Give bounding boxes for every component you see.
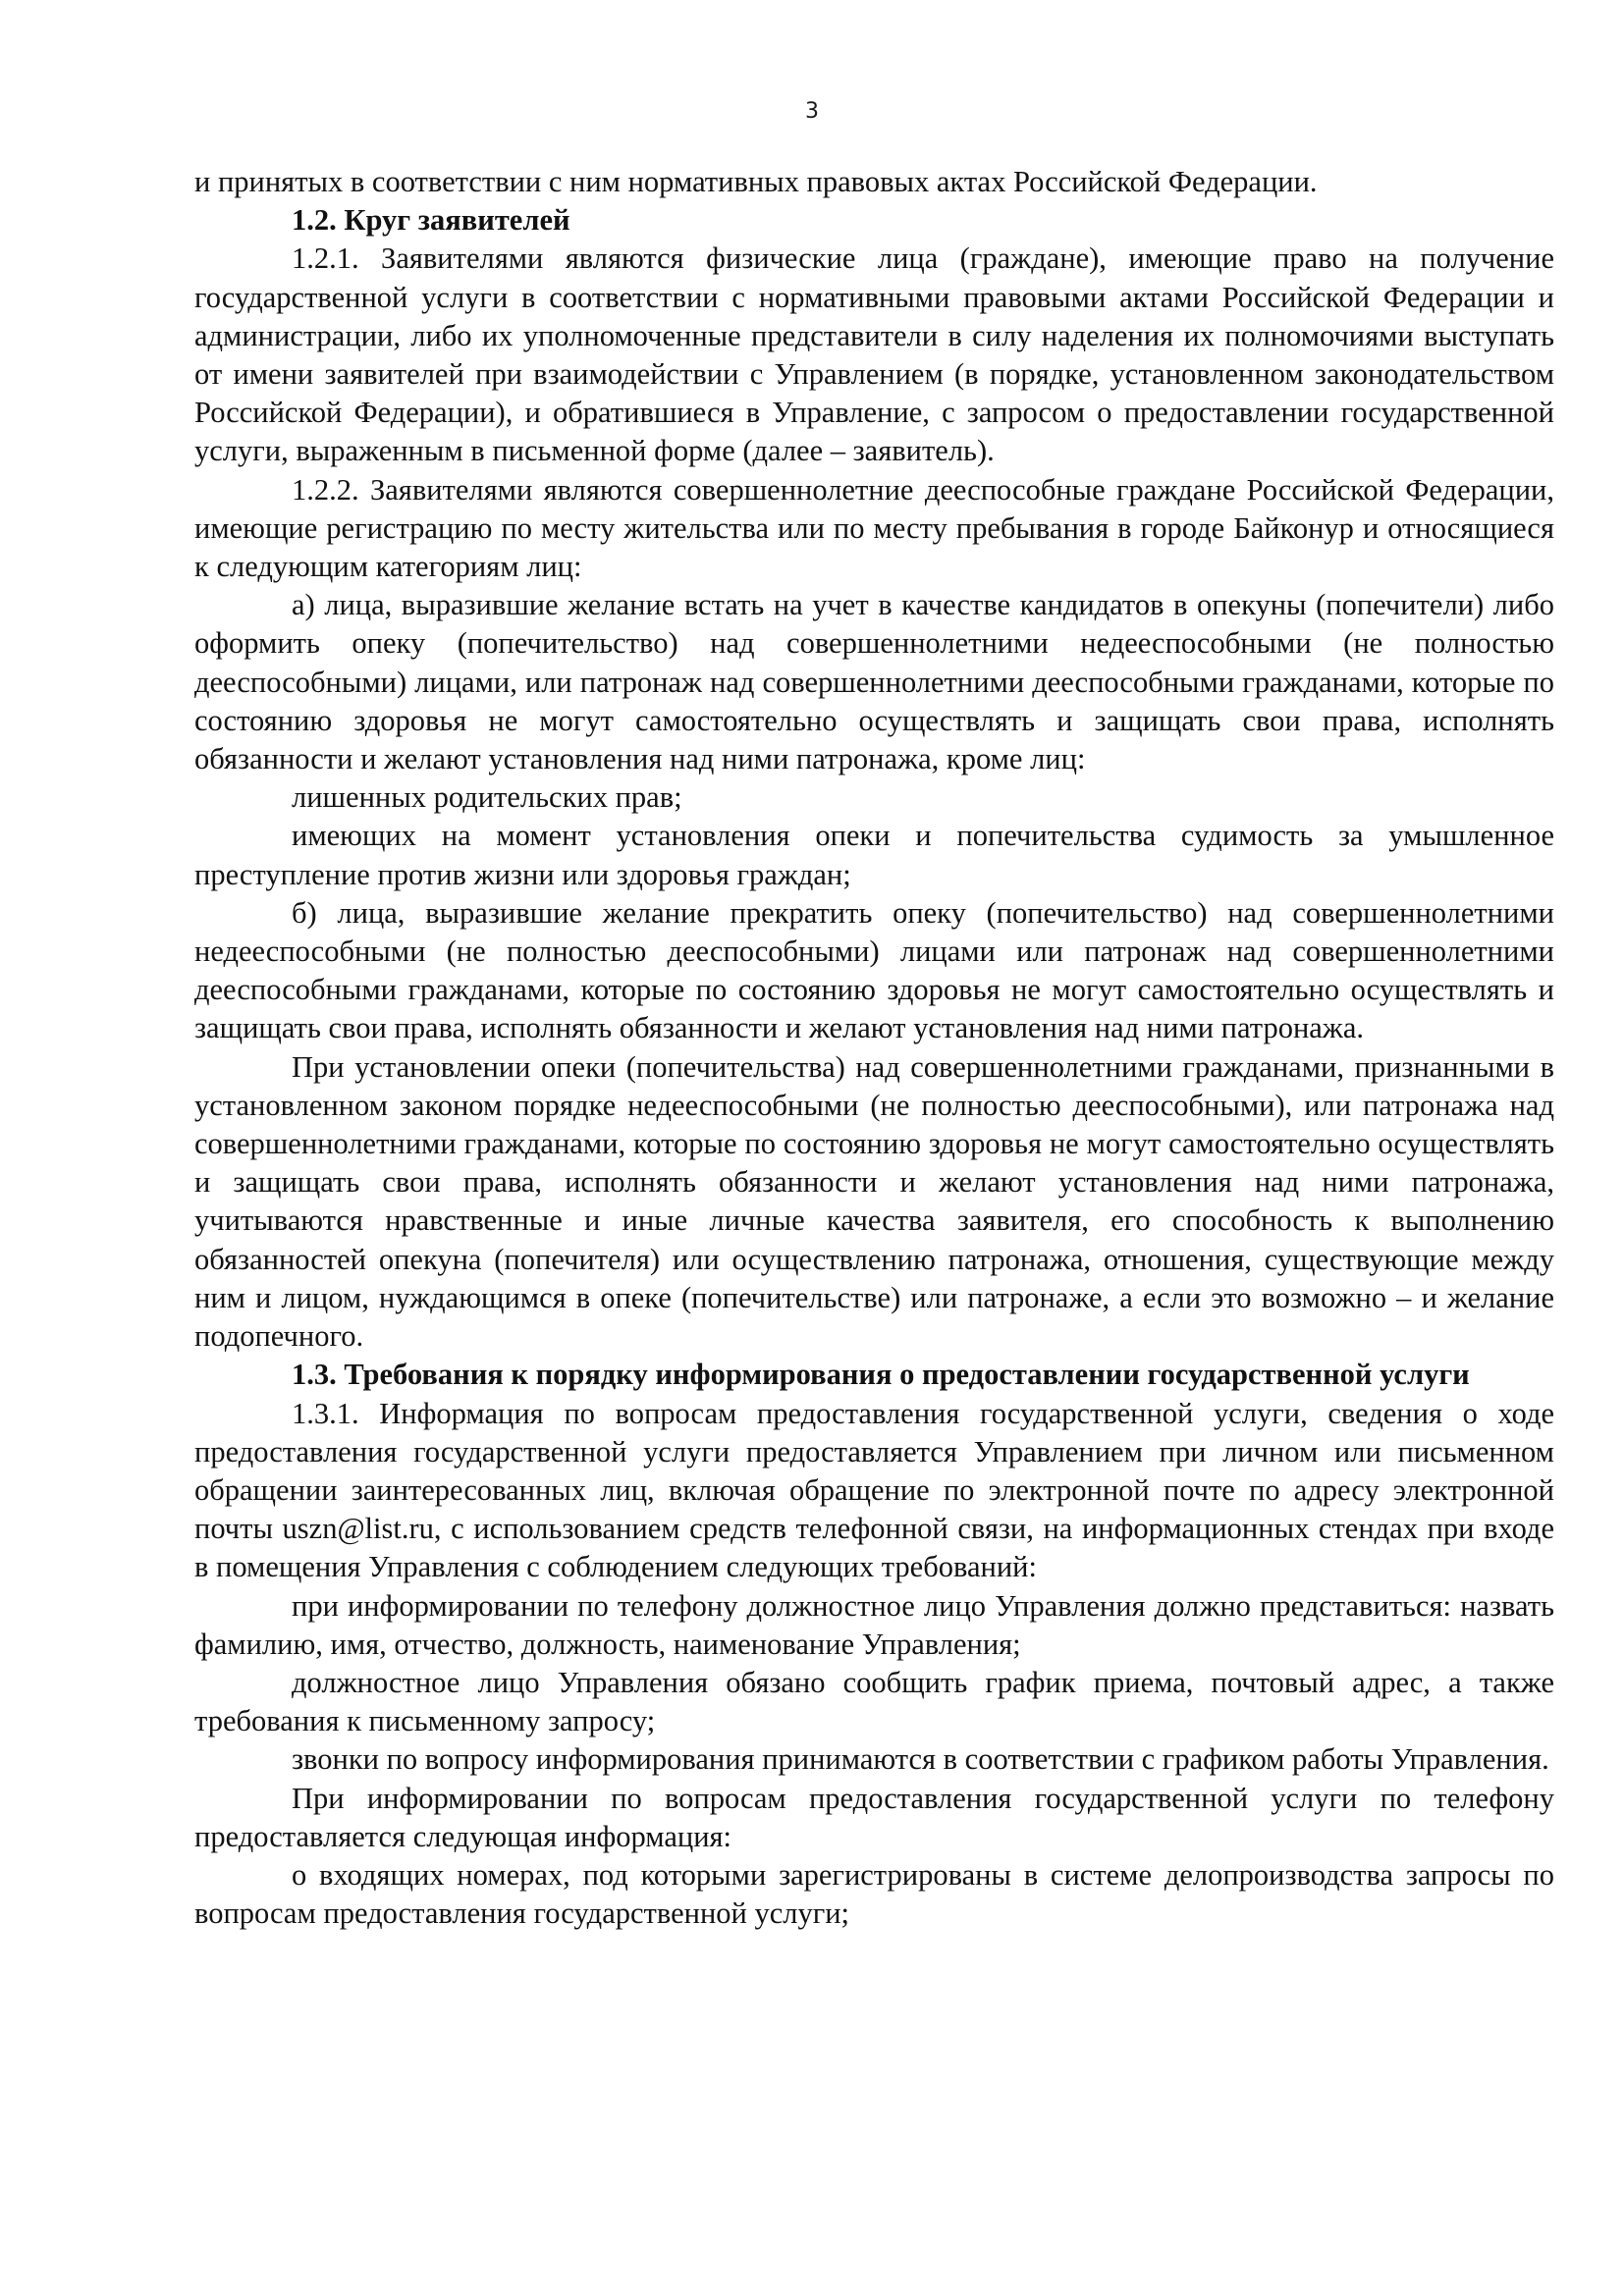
paragraph: 1.2.1. Заявителями являются физические лица (граждане), имеющие право на получение государственной услуги в соответствии с нормативными правовыми актами Российской Федерации и администрации, либо их уполномоченные представители в силу наделения их полномочиями выступать от имени заявителей при взаимодействии с Управлением (в порядке, установленном законодательством Российской Федерации), и обратившиеся в Управление, с запросом о предоставлении государственной услуги, выраженным в письменной форме (далее – заявитель). <box>194 241 1554 468</box>
paragraph: должностное лицо Управления обязано сообщить график приема, почтовый адрес, а также требования к письменному запросу; <box>194 1665 1554 1738</box>
page-number: 3 <box>805 99 819 124</box>
paragraph: а) лица, выразившие желание встать на учет в качестве кандидатов в опекуны (попечители) либо оформить опеку (попечительство) над совершеннолетними недееспособными (не полностью дееспособными) лицами, или патронаж над совершеннолетними дееспособными гражданами, которые по состоянию здоровья не могут самостоятельно осуществлять и защищать свои права, исполнять обязанности и желают установления над ними патронажа, кроме лиц: <box>194 588 1554 776</box>
paragraph: 1.2.2. Заявителями являются совершеннолетние дееспособные граждане Российской Федерации, имеющие регистрацию по месту жительства или по месту пребывания в городе Байконур и относящиеся к следующим категориям лиц: <box>194 472 1554 584</box>
paragraph: 1.3.1. Информация по вопросам предоставления государственной услуги, сведения о ходе предоставления государственной услуги предоставляется Управлением при личном или письменном обращении заинтересованных лиц, включая обращение по электронной почте по адресу электронной почты uszn@list.ru, с использованием средств телефонной связи, на информационных стендах при входе в помещения Управления с соблюдением следующих требований: <box>194 1396 1554 1584</box>
section-heading: 1.2. Круг заявителей <box>292 203 570 238</box>
paragraph: при информировании по телефону должностное лицо Управления должно представиться: назвать фамилию, имя, отчество, должность, наименование Управления; <box>194 1588 1554 1661</box>
paragraph: имеющих на момент установления опеки и попечительства судимость за умышленное преступление против жизни или здоровья граждан; <box>194 819 1554 891</box>
paragraph: б) лица, выразившие желание прекратить опеку (попечительство) над совершеннолетними недееспособными (не полностью дееспособными) лицами или патронаж над совершеннолетними дееспособными гражданами, которые по состоянию здоровья не могут самостоятельно осуществлять и защищать свои права, исполнять обязанности и желают установления над ними патронажа. <box>194 895 1554 1045</box>
paragraph: При информировании по вопросам предоставления государственной услуги по телефону предоставляется следующая информация: <box>194 1781 1554 1853</box>
section-heading: 1.3. Требования к порядку информирования о предоставлении государственной услуги <box>292 1358 1470 1392</box>
document-body <box>194 163 1554 1933</box>
paragraph: звонки по вопросу информирования принимаются в соответствии с графиком работы Управления. <box>292 1742 1549 1777</box>
paragraph: о входящих номерах, под которыми зарегистрированы в системе делопроизводства запросы по вопросам предоставления государственной услуги; <box>194 1857 1554 1931</box>
paragraph: лишенных родительских прав; <box>292 780 682 815</box>
paragraph: При установлении опеки (попечительства) над совершеннолетними гражданами, признанными в установленном законом порядке недееспособными (не полностью дееспособными), или патронажа над совершеннолетними гражданами, которые по состоянию здоровья не могут самостоятельно осуществлять и защищать свои права, исполнять обязанности и желают установления над ними патронажа, учитываются нравственные и иные личные качества заявителя, его способность к выполнению обязанностей опекуна (попечителя) или осуществлению патронажа, отношения, существующие между ним и лицом, нуждающимся в опеке (попечительстве) или патронаже, а если это возможно – и желание подопечного. <box>194 1049 1554 1354</box>
paragraph: и принятых в соответствии с ним нормативных правовых актах Российской Федерации. <box>194 165 1318 198</box>
